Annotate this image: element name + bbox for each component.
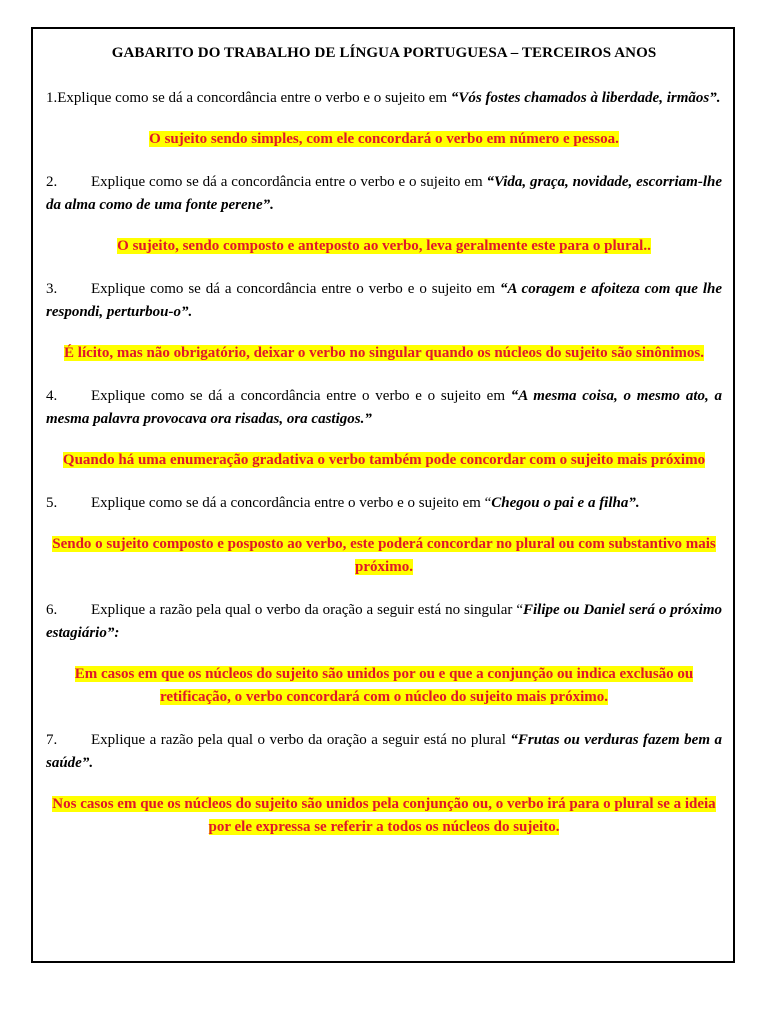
question-number: 5. [46,495,58,511]
question-quote: “Frutas ou verduras fazem bem a saúde”. [46,732,722,771]
answer-text: Nos casos em que os núcleos do sujeito são unidos pela conjunção ou, o verbo irá para o plural se a ideia por ele expressa se referir a todos os núcleos do sujeito. [52,796,716,835]
question-2 [46,171,722,217]
question-quote: “Vida, graça, novidade, escorriam-lhe da alma como de uma fonte perene”. [46,174,722,213]
question-4 [46,385,722,431]
question-quote: “A mesma coisa, o mesmo ato, a mesma palavra provocava ora risadas, ora castigos.” [46,388,723,427]
answer-7 [46,793,722,839]
question-7 [46,729,722,775]
answer-text: O sujeito, sendo composto e anteposto ao verbo, leva geralmente este para o plural.. [117,238,651,254]
question-prompt: Explique a razão pela qual o verbo da oração a seguir está no plural [91,732,511,748]
question-number: 4. [46,388,58,404]
question-number: 7. [46,732,58,748]
question-quote: Chegou o pai e a filha”. [491,495,640,511]
question-6 [46,599,722,645]
answer-5 [46,533,722,579]
question-quote: “Vós fostes chamados à liberdade, irmãos”. [450,90,721,106]
document-title: GABARITO DO TRABALHO DE LÍNGUA PORTUGUESA – TERCEIROS ANOS [111,45,657,61]
answer-1 [46,128,722,151]
question-number: 3. [46,281,58,297]
question-quote: “A coragem e afoiteza com que lhe respondi, perturbou-o”. [46,281,722,320]
answer-text: É lícito, mas não obrigatório, deixar o verbo no singular quando os núcleos do sujeito são sinônimos. [64,345,704,361]
question-prompt: Explique como se dá a concordância entre o verbo e o sujeito em “ [91,495,492,511]
answer-text: Quando há uma enumeração gradativa o verbo também pode concordar com o sujeito mais próximo [62,452,706,468]
question-quote: Filipe ou Daniel será o próximo estagiário”: [46,602,722,641]
question-5 [46,492,722,515]
answer-6 [46,663,722,709]
question-number: 2. [46,174,58,190]
question-prompt: Explique como se dá a concordância entre o verbo e o sujeito em [91,174,487,190]
question-number: 6. [46,602,58,618]
question-prompt: Explique como se dá a concordância entre o verbo e o sujeito em [91,281,500,297]
answer-text: Sendo o sujeito composto e posposto ao verbo, este poderá concordar no plural ou com substantivo mais próximo. [52,536,716,575]
answer-text: O sujeito sendo simples, com ele concordará o verbo em número e pessoa. [149,131,619,147]
question-prompt: Explique como se dá a concordância entre o verbo e o sujeito em [57,90,451,106]
document-body [46,42,722,859]
question-3 [46,278,722,324]
answer-3 [46,342,722,365]
answer-2 [46,235,722,258]
question-prompt: Explique a razão pela qual o verbo da oração a seguir está no singular “ [91,602,523,618]
answer-text: Em casos em que os núcleos do sujeito são unidos por ou e que a conjunção ou indica exclusão ou retificação, o verbo concordará com o núcleo do sujeito mais próximo. [74,666,694,705]
question-prompt: Explique como se dá a concordância entre o verbo e o sujeito em [91,388,511,404]
answer-4 [46,449,722,472]
question-1 [46,87,722,110]
question-number: 1. [46,90,58,106]
